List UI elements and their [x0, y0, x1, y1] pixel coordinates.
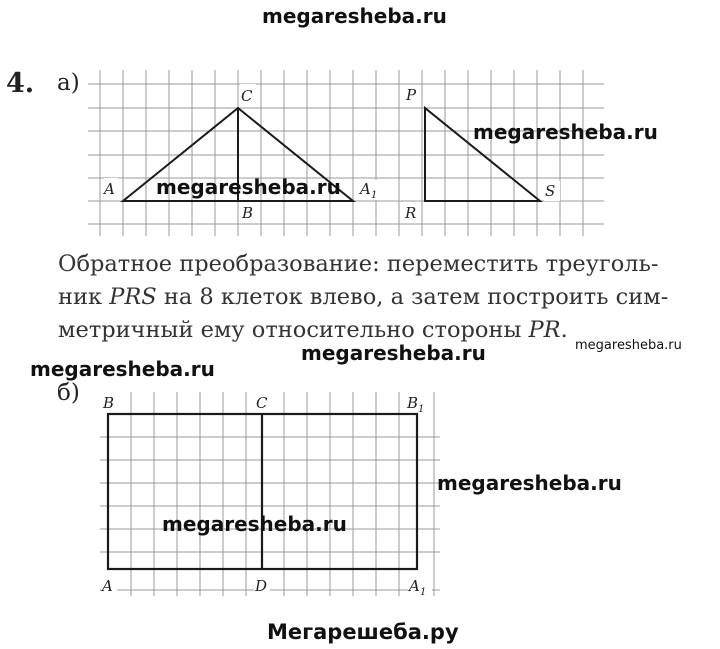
- label-a1: A: [409, 577, 420, 595]
- part-a-label: а): [57, 70, 80, 96]
- answer-line-3-end: .: [560, 317, 568, 343]
- label-c: C: [241, 87, 253, 105]
- figure-a: [88, 70, 604, 240]
- watermark-figure-a-right: megaresheba.ru: [473, 120, 658, 144]
- label-c: C: [256, 394, 268, 412]
- label-p: P: [406, 86, 417, 104]
- label-b: B: [242, 204, 254, 222]
- watermark-figure-b-center: megaresheba.ru: [162, 512, 347, 536]
- part-b-label: б): [57, 380, 80, 406]
- answer-paragraph: [58, 248, 708, 347]
- figure-a-grid: [88, 70, 604, 236]
- figure-b-grid: [100, 392, 440, 596]
- label-a1: A: [360, 180, 371, 198]
- label-a1-subscript: 1: [371, 190, 378, 201]
- problem-number: 4.: [6, 68, 35, 99]
- footer-site-name: Мегарешеба.ру: [267, 620, 459, 644]
- label-a1-subscript: 1: [420, 587, 427, 598]
- answer-var-prs: PRS: [109, 284, 157, 310]
- figure-b: [96, 390, 444, 600]
- watermark-left-mid: megaresheba.ru: [30, 357, 215, 381]
- label-a: A: [104, 180, 115, 198]
- answer-var-pr: PR: [528, 317, 561, 343]
- watermark-figure-b-right: megaresheba.ru: [437, 471, 622, 495]
- answer-line-3-start: метричный ему относительно стороны: [58, 317, 529, 343]
- answer-line-1: Обратное преобразование: переместить треуголь-: [58, 251, 659, 277]
- label-b1-subscript: 1: [418, 404, 425, 415]
- label-a: A: [102, 577, 113, 595]
- label-r: R: [405, 204, 417, 222]
- watermark-center-mid: megaresheba.ru: [301, 341, 486, 365]
- watermark-figure-a-left: megaresheba.ru: [156, 175, 341, 199]
- watermark-small-right: megaresheba.ru: [575, 338, 682, 353]
- answer-line-2-end: на 8 клеток влево, а затем построить сим-: [156, 284, 669, 310]
- label-b: B: [103, 394, 115, 412]
- label-b1: B: [407, 394, 419, 412]
- label-d: D: [255, 577, 268, 595]
- label-s: S: [545, 182, 556, 200]
- watermark-top: megaresheba.ru: [262, 4, 447, 28]
- answer-line-2-start: ник: [58, 284, 110, 310]
